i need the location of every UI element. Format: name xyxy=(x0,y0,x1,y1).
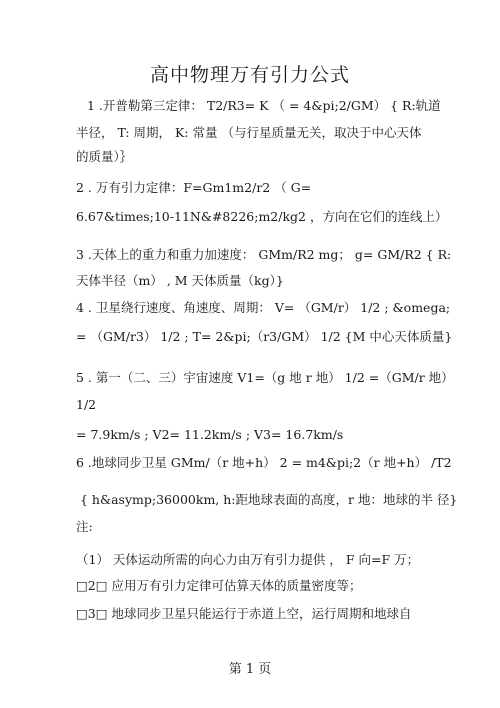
text-line-17: □2□ 应用万有引力定律可估算天体的质量密度等； xyxy=(76,578,362,593)
text-line-11: 1/2 xyxy=(76,397,97,412)
text-line-9: = （GM/r3） 1/2 ; T= 2&pi;（r3/GM） 1/2 {M 中心天体质量} xyxy=(76,329,453,344)
text-line-1: 1 .开普勒第三定律： T2/R3= K （ = 4&pi;2/GM） { R:轨道 xyxy=(87,98,441,113)
text-line-12: = 7.9km/s ; V2= 11.2km/s ; V3= 16.7km/s xyxy=(76,427,344,442)
text-line-4: 2 . 万有引力定律：F=Gm1m2/r2 （ G= xyxy=(76,180,312,195)
text-line-6: 3 .天体上的重力和重力加速度： GMm/R2 mg； g= GM/R2 { R: xyxy=(76,247,452,262)
text-line-14: { h&asymp;36000km, h:距地球表面的高度，r 地：地球的半 径} xyxy=(80,492,458,507)
text-line-8: 4 . 卫星绕行速度、角速度、周期： V= （GM/r） 1/2 ; &omega; xyxy=(76,300,451,315)
text-line-10: 5 . 第一（二、三）宇宙速度 V1=（g 地 r 地） 1/2 =（GM/r 地） xyxy=(76,370,454,385)
text-line-13: 6 .地球同步卫星 GMm/（r 地+h） 2 = m4&pi;2（r 地+h） /T2 xyxy=(76,455,452,470)
text-line-3: 的质量）｝ xyxy=(76,149,133,164)
text-line-18: □3□ 地球同步卫星只能运行于赤道上空，运行周期和地球自 xyxy=(76,606,412,621)
text-line-2: 半径， T: 周期， K: 常量 （与行星质量无关，取决于中心天体 xyxy=(76,125,422,140)
text-line-7: 天体半径（m） , M 天体质量（kg）} xyxy=(76,273,284,288)
text-line-15: 注: xyxy=(76,519,93,534)
text-line-16: （1） 天体运动所需的向心力由万有引力提供 ， F 向=F 万； xyxy=(76,552,420,567)
text-line-5: 6.67&times;10-11N&#8226;m2/kg2 ，方向在它们的连线上） xyxy=(76,209,448,224)
document-title: 高中物理万有引力公式 xyxy=(149,64,350,86)
page-number: 第 1 页 xyxy=(228,662,272,677)
